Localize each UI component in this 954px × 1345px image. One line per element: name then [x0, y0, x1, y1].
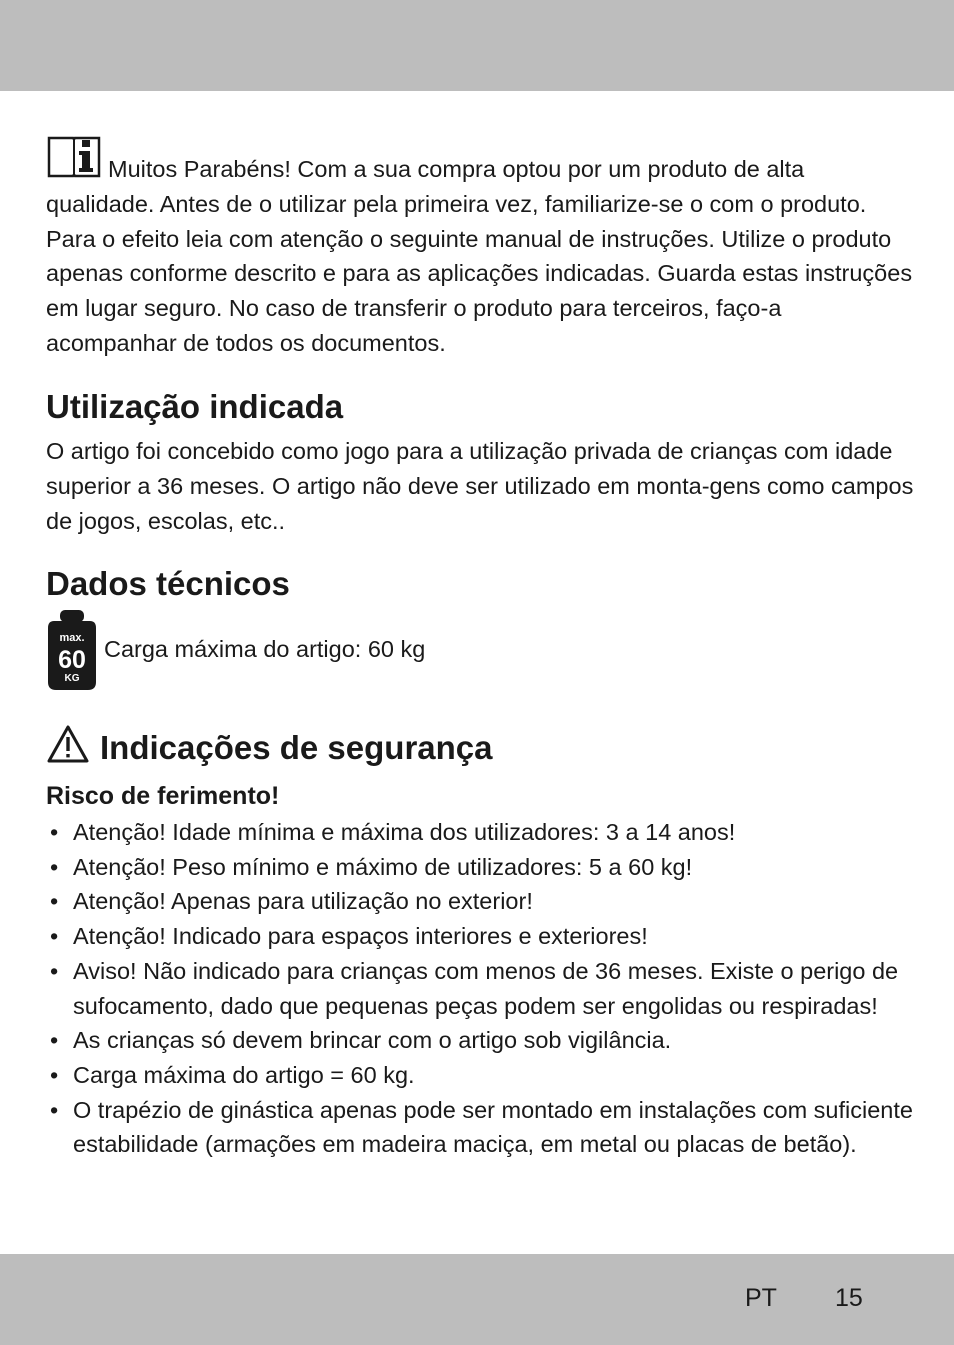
- list-item: • O trapézio de ginástica apenas pode ser montado em instalações com suficiente estabilidade (armações em madeira maciça, em metal ou placas de betão).: [46, 1093, 914, 1162]
- safety-title-text: Indicações de segurança: [100, 729, 493, 766]
- list-item: • Atenção! Idade mínima e máxima dos utilizadores: 3 a 14 anos!: [46, 815, 914, 850]
- intro-text: Muitos Parabéns! Com a sua compra optou por um produto de alta qualidade. Antes de o utilizar pela primeira vez, familiarize-se o com o produto. Para o efeito leia com atenção o seguinte manual de instruções. Utilize o produto apenas conforme descrito e para as aplicações indicadas. Guarda estas instruções em lugar seguro. No caso de transferir o produto para terceiros, faço-a acompanhar de todos os documentos.: [46, 156, 913, 356]
- safety-bullet-list: [46, 815, 914, 1162]
- list-item: • Carga máxima do artigo = 60 kg.: [46, 1058, 914, 1093]
- manual-info-icon: [46, 132, 102, 180]
- max-load-row: [46, 610, 914, 692]
- section-title-intended-use: Utilização indicada: [46, 388, 344, 425]
- weight-icon-label-value: 60: [58, 646, 86, 674]
- footer-band: [0, 1254, 954, 1345]
- risk-subtitle: Risco de ferimento!: [46, 782, 280, 810]
- weight-icon-label-max: max.: [59, 632, 85, 644]
- section-title-technical-data: Dados técnicos: [46, 565, 290, 602]
- warning-triangle-icon: [46, 724, 90, 764]
- page-number: 15: [835, 1284, 863, 1312]
- max-load-weight-icon: [46, 610, 98, 692]
- list-item: • As crianças só devem brincar com o artigo sob vigilância.: [46, 1023, 914, 1058]
- intro-paragraph: [46, 132, 914, 361]
- footer-language: PT: [745, 1284, 777, 1312]
- header-band: [0, 0, 954, 91]
- list-item: • Atenção! Peso mínimo e máximo de utilizadores: 5 a 60 kg!: [46, 850, 914, 885]
- list-item: • Atenção! Apenas para utilização no exterior!: [46, 884, 914, 919]
- list-item: • Atenção! Indicado para espaços interiores e exteriores!: [46, 919, 914, 954]
- list-item: • Aviso! Não indicado para crianças com menos de 36 meses. Existe o perigo de sufocamento, dado que pequenas peças podem ser engolidas ou respiradas!: [46, 954, 914, 1023]
- page-content: [46, 132, 914, 1158]
- weight-icon-label-unit: KG: [64, 673, 80, 684]
- intended-use-paragraph: O artigo foi concebido como jogo para a utilização privada de crianças com idade superior a 36 meses. O artigo não deve ser utilizado em monta-gens como campos de jogos, escolas, etc..: [46, 438, 914, 534]
- max-load-text: Carga máxima do artigo: 60 kg: [104, 636, 426, 662]
- section-title-safety: [46, 724, 493, 768]
